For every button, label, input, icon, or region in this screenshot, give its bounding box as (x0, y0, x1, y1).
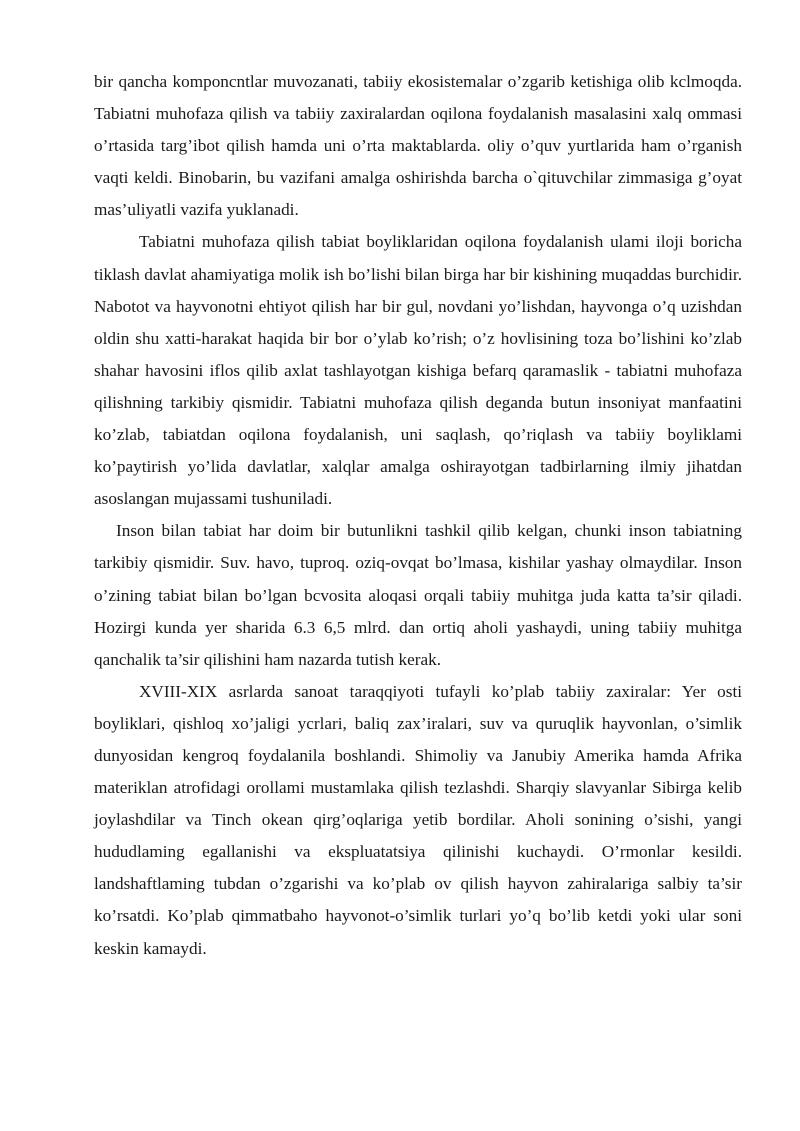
paragraph: Inson bilan tabiat har doim bir butunlikni tashkil qilib kelgan, chunki inson tabiatning tarkibiy qismidir. Suv. havo, tuproq. oziq-ovqat bo’lmasa, kishilar yashay olmaydilar. Inson o’zining tabiat bilan bo’lgan bcvosita aloqasi orqali tabiiy muhitga juda katta ta’sir qiladi. Hozirgi kunda yer sharida 6.3 6,5 mlrd. dan ortiq aholi yashaydi, uning tabiiy muhitga qanchalik ta’sir qilishini ham nazarda tutish kerak. (94, 521, 742, 669)
paragraph: bir qancha komponcntlar muvozanati, tabiiy ekosistemalar o’zgarib ketishiga olib kclmoqda. Tabiatni muhofaza qilish va tabiiy zaxiralardan oqilona foydalanish masalasini xalq ommasi o’rtasida targ’ibot qilish hamda uni o’rta maktablarda. oliy o’quv yurtlarida ham o’rganish vaqti keldi. Binobarin, bu vazifani amalga oshirishda barcha o`qituvchilar zimmasiga g’oyat mas’uliyatli vazifa yuklanadi. (94, 72, 742, 220)
paragraph: XVIII-XIX asrlarda sanoat taraqqiyoti tufayli ko’plab tabiiy zaxiralar: Yer osti boyliklari, qishloq xo’jaligi ycrlari, baliq zax’iralari, suv va quruqlik hayvonlan, o’simlik dunyosidan kengroq foydalanila boshlandi. Shimoliy va Janubiy Amerika hamda Afrika materiklan atrofidagi orollami mustamlaka qilish tezlashdi. Sharqiy slavyanlar Sibirga kelib joylashdilar va Tinch okean qirg’oqlariga yetib bordilar. Aholi sonining o’sishi, yangi hududlaming egallanishi va ekspluatatsiya qilinishi kuchaydi. O’rmonlar kesildi. landshaftlaming tubdan o’zgarishi va ko’plab ov qilish hayvon zahiralariga salbiy ta’sir ko’rsatdi. Ko’plab qimmatbaho hayvonot-o’simlik turlari yo’q bo’lib ketdi yoki ular soni keskin kamaydi. (94, 681, 742, 958)
document-body (94, 66, 742, 965)
paragraph: Tabiatni muhofaza qilish tabiat boyliklaridan oqilona foydalanish ulami iloji boricha tiklash davlat ahamiyatiga molik ish bo’lishi bilan birga har bir kishining muqaddas burchidir. Nabotot va hayvonotni ehtiyot qilish har bir gul, novdani yo’lishdan, hayvonga o’q uzishdan oldin shu xatti-harakat haqida bir bor o’ylab ko’rish; o’z hovlisining toza bo’lishini ko’zlab shahar havosini iflos qilib axlat tashlayotgan kishiga befarq qaramaslik - tabiatni muhofaza qilishning tarkibiy qismidir. Tabiatni muhofaza qilish deganda butun insoniyat manfaatini ko’zlab, tabiatdan oqilona foydalanish, uni saqlash, qo’riqlash va tabiiy boyliklami ko’paytirish yo’lida davlatlar, xalqlar amalga oshirayotgan tadbirlarning ilmiy jihatdan asoslangan mujassami tushuniladi. (94, 232, 742, 509)
